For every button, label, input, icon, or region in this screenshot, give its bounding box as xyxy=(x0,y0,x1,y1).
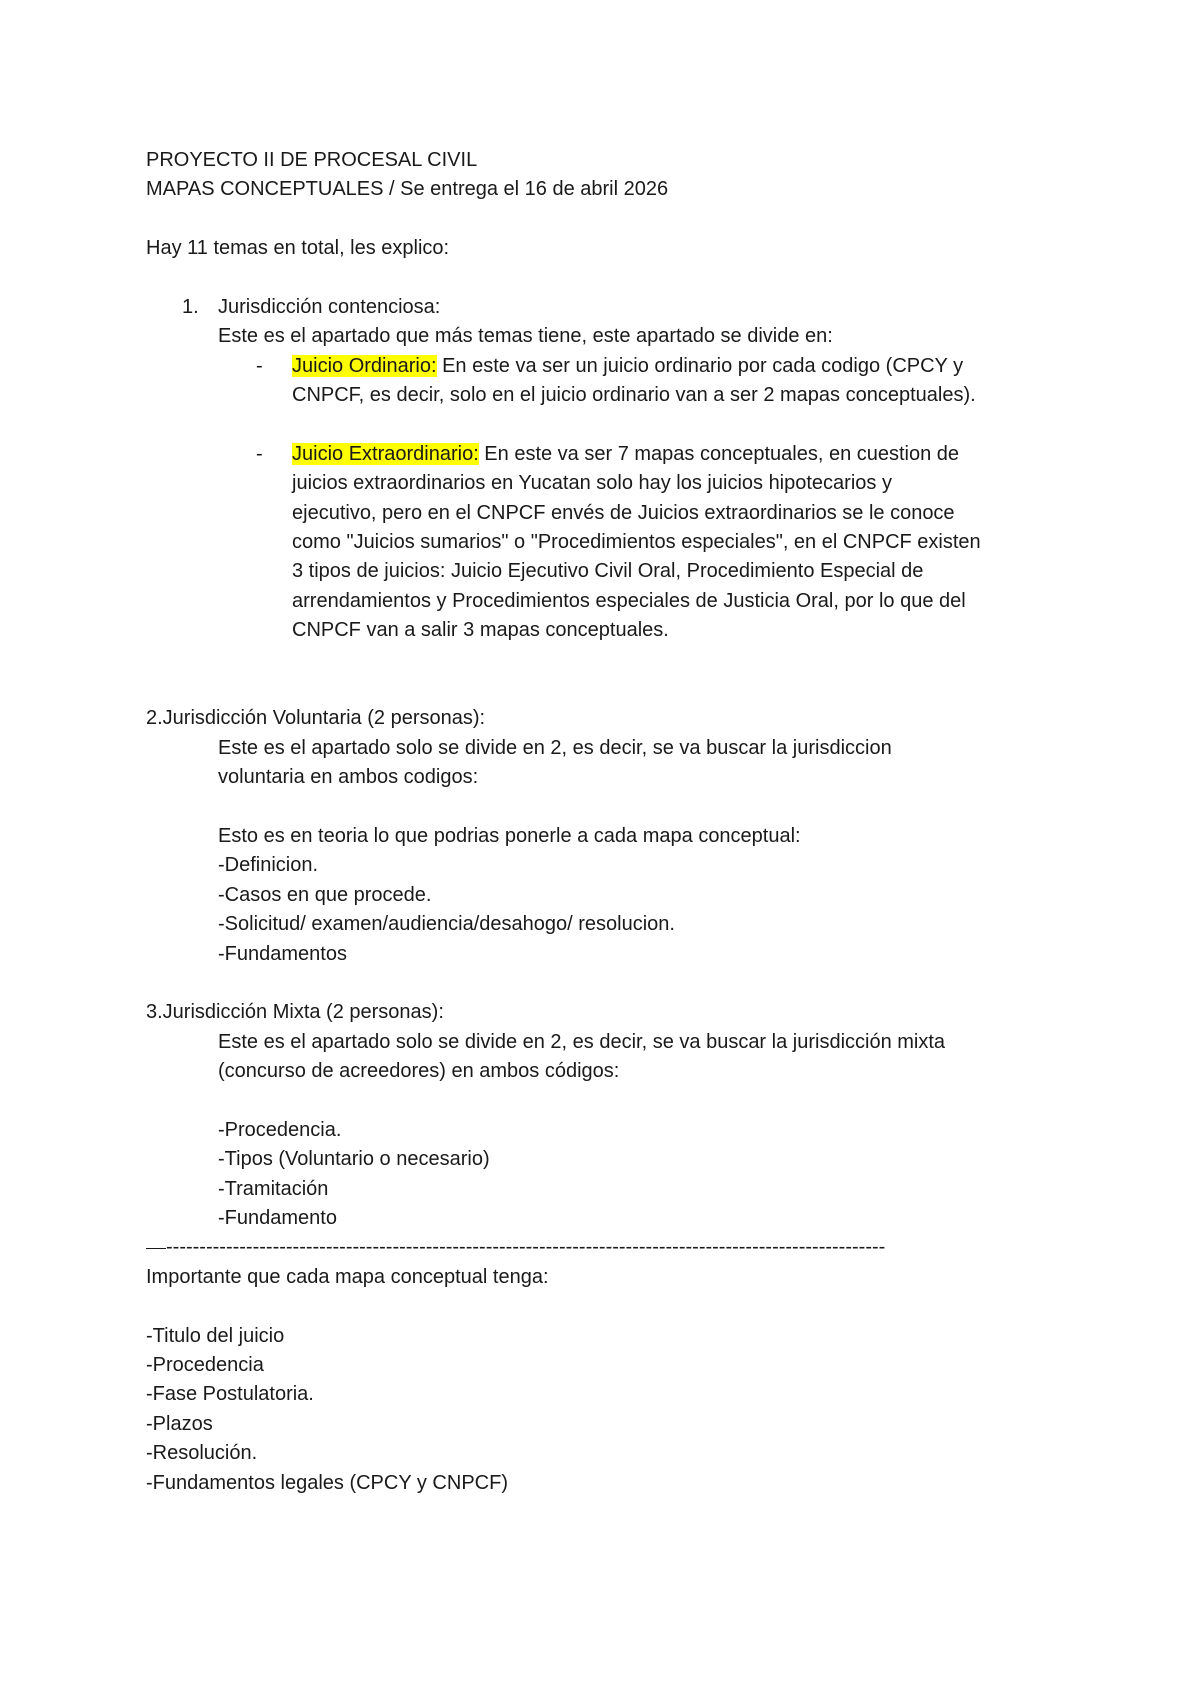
section-1-number: 1. xyxy=(182,295,199,318)
list-item: -Plazos xyxy=(146,1412,213,1435)
list-item: -Titulo del juicio xyxy=(146,1324,285,1347)
list-item: -Procedencia. xyxy=(218,1118,342,1141)
spacer xyxy=(146,1292,1086,1321)
list-item: -Fundamentos legales (CPCY y CNPCF) xyxy=(146,1471,508,1494)
item-text: juicios extraordinarios en Yucatan solo hay los juicios hipotecarios y xyxy=(292,472,892,495)
spacer xyxy=(146,205,1086,234)
section-2-list-intro: Esto es en teoria lo que podrias ponerle a cada mapa conceptual: xyxy=(218,824,801,847)
item-text: CNPCF van a salir 3 mapas conceptuales. xyxy=(292,619,669,642)
spacer xyxy=(146,264,1086,293)
list-item: -Fundamentos xyxy=(218,942,347,965)
section-1-item-extraordinario xyxy=(146,440,1086,646)
spacer xyxy=(146,675,1086,704)
section-2 xyxy=(146,704,1086,969)
spacer xyxy=(146,1087,1086,1116)
spacer xyxy=(146,646,1086,675)
item-text: arrendamientos y Procedimientos especiales de Justicia Oral, por lo que del xyxy=(292,589,966,612)
item-line xyxy=(146,352,1086,381)
list-item: -Definicion. xyxy=(218,854,319,877)
spacer xyxy=(146,411,1086,440)
separator-lead-dash xyxy=(146,1248,166,1249)
item-text: 3 tipos de juicios: Juicio Ejecutivo Civil Oral, Procedimiento Especial de xyxy=(292,560,924,583)
list-item: -Tramitación xyxy=(218,1177,329,1200)
document-title: PROYECTO II DE PROCESAL CIVIL xyxy=(146,149,478,171)
separator-line xyxy=(146,1233,916,1262)
separator-text: ------------------------------------------------------------------------------------------------------------ xyxy=(166,1236,886,1259)
section-1 xyxy=(146,293,1086,646)
list-item: -Resolución. xyxy=(146,1442,258,1465)
highlighted-label: Juicio Extraordinario: xyxy=(292,442,479,465)
spacer xyxy=(146,969,1086,998)
document-page xyxy=(146,146,1086,1498)
item-line xyxy=(146,440,1086,469)
section-3-text: Este es el apartado solo se divide en 2, es decir, se va buscar la jurisdicción mixta xyxy=(218,1030,946,1053)
section-2-heading: 2.Jurisdicción Voluntaria (2 personas): xyxy=(146,707,486,730)
list-item: -Tipos (Voluntario o necesario) xyxy=(218,1148,490,1171)
document-subtitle: MAPAS CONCEPTUALES / Se entrega el 16 de abril 2026 xyxy=(146,178,669,201)
list-item: -Casos en que procede. xyxy=(218,883,432,906)
section-2-text: voluntaria en ambos codigos: xyxy=(218,766,479,789)
section-1-heading-line xyxy=(146,293,1086,322)
section-1-heading: Jurisdicción contenciosa: xyxy=(218,295,441,318)
section-1-description: Este es el apartado que más temas tiene, este apartado se divide en: xyxy=(218,325,833,348)
intro-text: Hay 11 temas en total, les explico: xyxy=(146,237,450,260)
section-3-heading: 3.Jurisdicción Mixta (2 personas): xyxy=(146,1001,444,1024)
item-text: En este va ser 7 mapas conceptuales, en cuestion de xyxy=(478,442,960,465)
important-section xyxy=(146,1263,1086,1498)
list-item: -Fundamento xyxy=(218,1207,337,1230)
list-item: -Procedencia xyxy=(146,1354,264,1377)
item-text: como "Juicios sumarios" o "Procedimientos especiales", en el CNPCF existen xyxy=(292,531,981,554)
highlighted-label: Juicio Ordinario: xyxy=(292,354,437,377)
section-2-text: Este es el apartado solo se divide en 2, es decir, se va buscar la jurisdiccion xyxy=(218,736,892,759)
bullet-dash: - xyxy=(256,354,263,377)
list-item: -Fase Postulatoria. xyxy=(146,1383,314,1406)
important-heading: Importante que cada mapa conceptual tenga: xyxy=(146,1265,549,1288)
section-3-text: (concurso de acreedores) en ambos códigos: xyxy=(218,1060,620,1083)
section-1-item-ordinario xyxy=(146,352,1086,411)
item-text: ejecutivo, pero en el CNPCF envés de Juicios extraordinarios se le conoce xyxy=(292,501,955,524)
item-text: CNPCF, es decir, solo en el juicio ordinario van a ser 2 mapas conceptuales). xyxy=(292,384,976,407)
item-text: En este va ser un juicio ordinario por cada codigo (CPCY y xyxy=(436,354,964,377)
spacer xyxy=(146,793,1086,822)
list-item: -Solicitud/ examen/audiencia/desahogo/ resolucion. xyxy=(218,913,675,936)
section-3 xyxy=(146,998,1086,1233)
bullet-dash: - xyxy=(256,442,263,465)
